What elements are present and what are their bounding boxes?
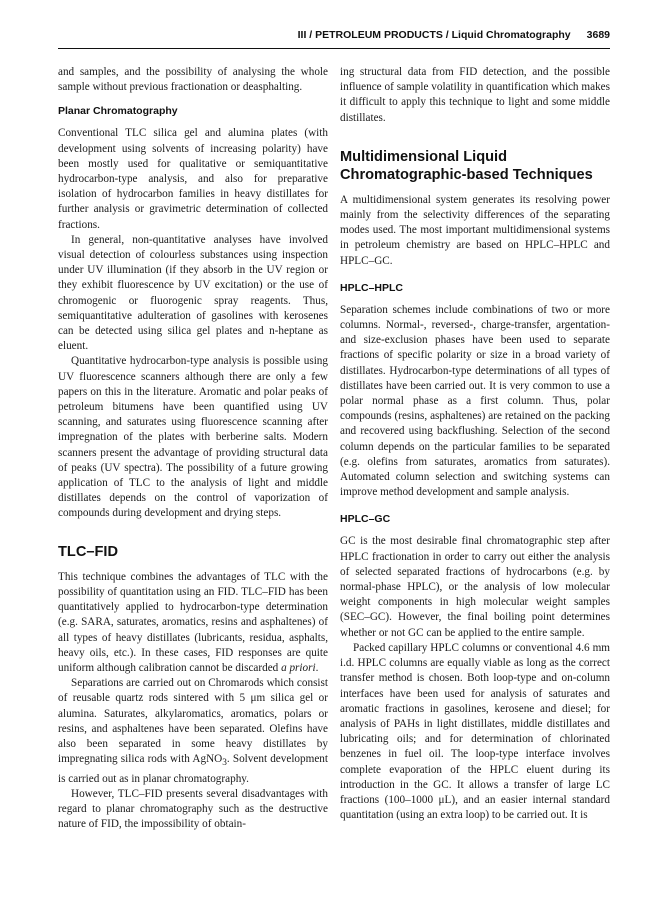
section-heading-hplc-gc: HPLC–GC bbox=[340, 513, 391, 526]
right-column bbox=[340, 65, 610, 823]
paragraph: Quantitative hydrocarbon-type analysis is possible using UV fluorescence scanners although there are only a few papers on this in the literature. Aromatic and polar peaks of petroleum bitumens have been quantified using UV scanning, and saturates using fluorescence scanning after impregnation of the plates with berberine salts. Modern scanners present the advantage of providing structural data of peaks (UV spectra). The possibility of a future growing application of TLC to the analysis of light and middle distillates depends on the control of vaporization of compounds during development and drying steps. bbox=[58, 355, 328, 520]
paragraph: A multidimensional system generates its resolving power mainly from the selectivity differences of the separating modes used. The most important multidimensional systems in petroleum chemistry are based on HPLC–HPLC and HPLC–GC. bbox=[340, 193, 610, 267]
running-head bbox=[58, 29, 610, 45]
section-heading-tlc-fid: TLC–FID bbox=[58, 543, 118, 560]
text-run: . bbox=[315, 661, 319, 674]
paragraph: Separation schemes include combinations of two or more columns. Normal-, reversed-, charge-transfer, argentation- and size-exclusion phases have been used to separate fractions of specific polarity or size in a broad variety of distillates. Hydrocarbon-type determinations of all types of distillates have been carried out. It is very common to use a polar normal phase as a first column. Thus, polar compounds (resins, asphaltenes) are retained on the packing and recovered using backflushing. Selection of the second column depends on the particular families to be separated (e.g. olefins from saturates, aromatics from saturates). Automated column selection and switching systems can improve method development and sample analysis. bbox=[340, 303, 610, 499]
text-run: Separations are carried out on Chromarods which consist of reusable quartz rods sintered with 5 μm silica gel or alumina. Saturates, alkylaromatics, aromatics, polars or resins, and asphaltenes have been separated. Olefins have also been separated in some heavy distillates by impregnating silica rods with AgNO bbox=[58, 677, 328, 766]
paragraph: and samples, and the possibility of analysing the whole sample without previous fractionation or deasphalting. bbox=[58, 66, 328, 94]
paragraph: GC is the most desirable final chromatographic step after HPLC fractionation in order to carry out either the analysis of selected separated fractions of hydrocarbons (e.g. by normal-phase HPLC), or the analysis of low molecular weight components in high molecular weight samples (SEC–GC). However, the final boiling point determines whether or not GC can be applied to the entire sample. bbox=[340, 535, 610, 639]
paragraph: Packed capillary HPLC columns or conventional 4.6 mm i.d. HPLC columns are equally viable as long as the correct transfer method is chosen. Both loop-type and on-column interfaces have been used for analysis of saturates and aromatic fractions in gasolines, kerosene and diesel; for analysis of PAHs in light distillates, middle distillates and lubricating oils; and for determination of chlorinated benzenes in fuel oil. The loop-type interface involves complete evaporation of the HPLC eluent during its introduction in the GC. It allows a transfer of large LC fractions (100–1000 μL), and an easier internal standard quantitation (using an extra loop) to be carried out. It is bbox=[340, 641, 610, 822]
text-run: . Solvent development is carried out as in planar chromatography. bbox=[58, 753, 328, 785]
text-run: This technique combines the advantages of TLC with the possibility of quantitation using an FID. TLC–FID has been quantitatively applied to hydrocarbon-type determination (e.g. SARA, saturates, aromatics, resins and asphaltenes) of all types of heavy distillates (lubricants, residua, asphalts, heavy oils, etc.). In these cases, FID responses are quite uniform although calibration cannot be discarded bbox=[58, 570, 328, 674]
page-number: 3689 bbox=[586, 29, 610, 41]
paragraph: Conventional TLC silica gel and alumina plates (with development using solvents of increasing polarity) have been mostly used for qualitative or semiquantitative hydrocarbon-type analysis, and also for preparative isolation of hydrocarbon families in heavy distillates for further analysis or gravimetric determination of collected fractions. bbox=[58, 127, 328, 231]
paragraph: However, TLC–FID presents several disadvantages with regard to planar chromatography such as the destructive nature of FID, the impossibility of obtain- bbox=[58, 787, 328, 831]
section-heading-multidimensional: Multidimensional Liquid Chromatographic-based Techniques bbox=[340, 148, 593, 183]
paragraph: ing structural data from FID detection, and the possible influence of sample volatility in quantification which makes it difficult to apply this technique to light and some middle distillates. bbox=[340, 66, 610, 124]
header-rule bbox=[58, 48, 610, 49]
subscript: 3 bbox=[222, 758, 227, 769]
italic-term: a priori bbox=[281, 661, 316, 674]
section-heading-planar-chromatography: Planar Chromatography bbox=[58, 105, 178, 118]
paragraph: In general, non-quantitative analyses have involved visual detection of colourless substances using inspection under UV illumination (if they absorb in the UV region or they exhibit fluorescence by UV excitation) or the use of chromogenic or fluorogenic spray reagents. Thus, semiquantitative adulteration of gasolines with kerosenes can be detected using silica gel plates and n-heptane as eluent. bbox=[58, 233, 328, 353]
paragraph bbox=[58, 570, 328, 676]
running-title: III / PETROLEUM PRODUCTS / Liquid Chromatography bbox=[297, 29, 571, 41]
paragraph bbox=[58, 676, 328, 787]
section-heading-hplc-hplc: HPLC–HPLC bbox=[340, 281, 404, 294]
left-column bbox=[58, 65, 328, 832]
